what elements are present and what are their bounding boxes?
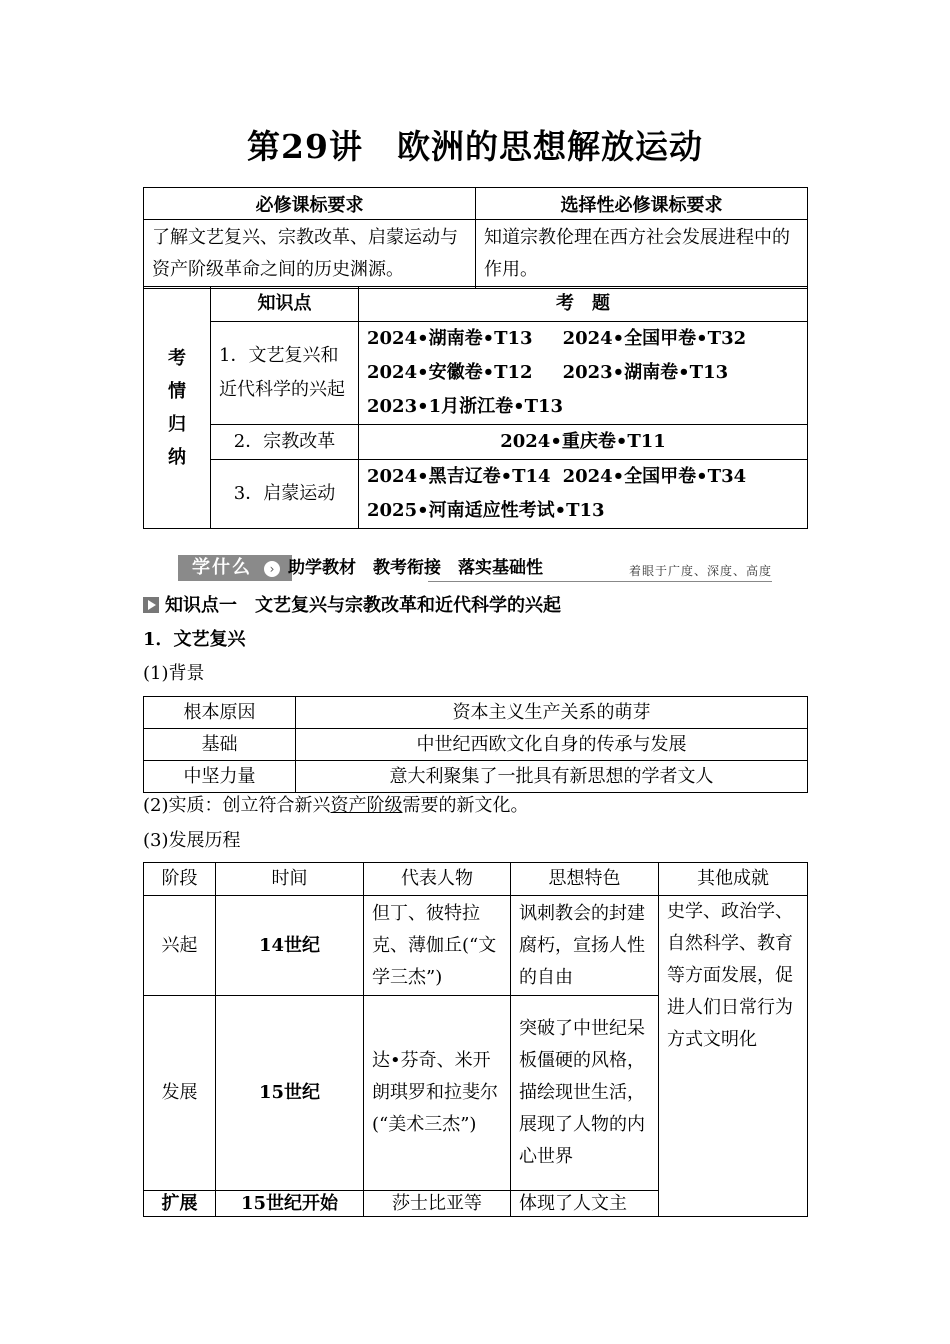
required-header: 必修课标要求 — [144, 188, 476, 220]
section-heading: 1．文艺复兴 — [143, 629, 246, 650]
time-cell: 14世纪 — [216, 896, 364, 996]
col-header: 代表人物 — [364, 863, 511, 896]
stage-cell: 兴起 — [144, 896, 216, 996]
people-cell: 达•芬奇、米开朗琪罗和拉斐尔(“美术三杰”) — [364, 996, 511, 1191]
bg-value: 中世纪西欧文化自身的传承与发展 — [296, 729, 808, 761]
requirements-table — [143, 187, 808, 289]
knowledge-cell: 3．启蒙运动 — [211, 460, 359, 529]
feature-cell: 体现了人文主 — [511, 1191, 659, 1217]
exam-cell: 2024•湖南卷•T13 2024•全国甲卷•T32 2024•安徽卷•T12 2023•湖南卷•T13 2023•1月浙江卷•T13 — [359, 322, 808, 425]
banner-text: 助学教材 教考衔接 落实基础性 — [288, 558, 543, 578]
banner-divider — [428, 581, 772, 582]
feature-cell: 突破了中世纪呆板僵硬的风格，描绘现世生活，展现了人物的内心世界 — [511, 996, 659, 1191]
time-cell: 15世纪开始 — [216, 1191, 364, 1217]
col-header: 阶段 — [144, 863, 216, 896]
essence-text: (2)实质：创立符合新兴资产阶级需要的新文化。 — [143, 795, 529, 816]
exam-cell: 2024•重庆卷•T11 — [359, 425, 808, 460]
play-icon — [143, 597, 159, 613]
time-cell: 15世纪 — [216, 996, 364, 1191]
exam-summary-table — [143, 286, 808, 529]
stage-cell: 扩展 — [144, 1191, 216, 1217]
knowledge-header: 知识点 — [211, 287, 359, 322]
arrow-right-icon: › — [262, 559, 282, 579]
page-title — [0, 127, 950, 167]
bg-value: 资本主义生产关系的萌芽 — [296, 697, 808, 729]
elective-header: 选择性必修课标要求 — [476, 188, 808, 220]
exam-header: 考 题 — [359, 287, 808, 322]
background-label: (1)背景 — [143, 663, 205, 684]
col-header: 其他成就 — [659, 863, 808, 896]
elective-text: 知道宗教伦理在西方社会发展进程中的作用。 — [476, 220, 808, 289]
banner-slogan: 着眼于广度、深度、高度 — [628, 564, 772, 578]
exam-summary-label: 考 情 归 纳 — [144, 287, 211, 529]
knowledge-cell: 2．宗教改革 — [211, 425, 359, 460]
development-label: (3)发展历程 — [143, 830, 241, 851]
knowledge-point-heading: 知识点一 文艺复兴与宗教改革和近代科学的兴起 — [143, 594, 561, 618]
stage-cell: 发展 — [144, 996, 216, 1191]
col-header: 思想特色 — [511, 863, 659, 896]
bg-label: 中坚力量 — [144, 761, 296, 793]
bg-label: 根本原因 — [144, 697, 296, 729]
other-cell: 史学、政治学、自然科学、教育等方面发展，促进人们日常行为方式文明化 — [659, 896, 808, 1217]
background-table — [143, 696, 808, 793]
section-banner — [178, 553, 772, 583]
development-table — [143, 862, 808, 1217]
knowledge-cell: 1．文艺复兴和近代科学的兴起 — [211, 322, 359, 425]
required-text: 了解文艺复兴、宗教改革、启蒙运动与资产阶级革命之间的历史渊源。 — [144, 220, 476, 289]
people-cell: 但丁、彼特拉克、薄伽丘(“文学三杰”) — [364, 896, 511, 996]
banner-tag: 学什么 — [178, 555, 292, 581]
feature-cell: 讽刺教会的封建腐朽，宣扬人性的自由 — [511, 896, 659, 996]
lecture-name: 欧洲的思想解放运动 — [396, 127, 703, 166]
people-cell: 莎士比亚等 — [364, 1191, 511, 1217]
bg-label: 基础 — [144, 729, 296, 761]
col-header: 时间 — [216, 863, 364, 896]
exam-cell: 2024•黑吉辽卷•T14 2024•全国甲卷•T34 2025•河南适应性考试•T13 — [359, 460, 808, 529]
bg-value: 意大利聚集了一批具有新思想的学者文人 — [296, 761, 808, 793]
lecture-number: 第29讲 — [247, 127, 363, 166]
